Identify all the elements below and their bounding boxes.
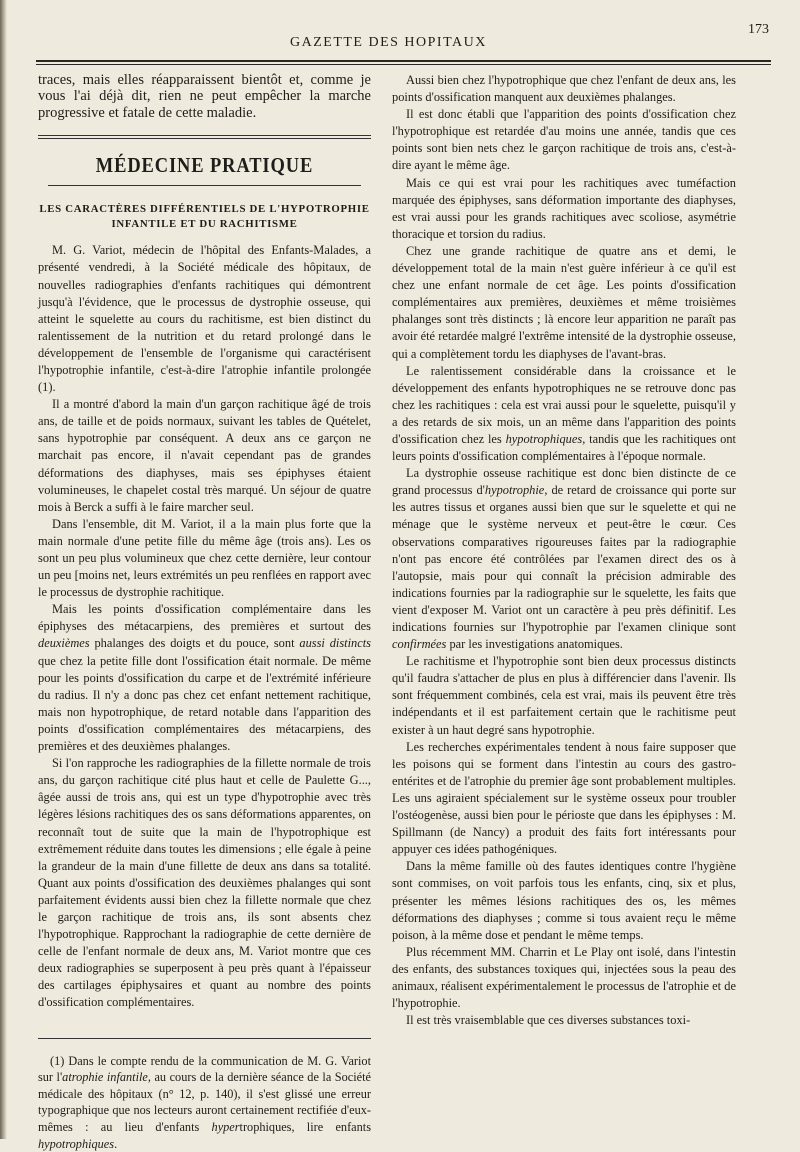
right-column-body [392, 72, 736, 1029]
right-column [392, 72, 736, 1029]
running-header: GAZETTE DES HOPITAUX [290, 35, 487, 50]
header-rule [36, 60, 771, 62]
page-number: 173 [748, 22, 769, 37]
paragraph: Il est très vraisemblable que ces diverses substances toxi- [406, 1013, 691, 1028]
footnote-rule [38, 1038, 371, 1039]
section-divider [38, 135, 371, 139]
section-title: MÉDECINE PRATIQUE [95, 153, 314, 178]
paragraph: Plus récemment MM. Charrin et Le Play ont isolé, dans l'intestin des enfants, des substances toxiques qui, injectées sous la peau des animaux, réalisent expérimentalement le processus de l'atrophie et de l'hypotrophie. [392, 944, 736, 1011]
paragraph: Aussi bien chez l'hypotrophique que chez l'enfant de deux ans, les points d'ossification manquent aux deuxièmes phalanges. [392, 73, 736, 105]
paragraph: Dans l'ensemble, dit M. Variot, il a la main plus forte que la main normale d'une petite fille du même âge (trois ans). Les os sont un peu plus volumineux que chez cette dernière, leur contour un peu [moins net, leurs extrémités un peu renflées en rapport avec le processus de dystrophie rachitique. [38, 516, 371, 600]
title-rule [48, 185, 361, 186]
paragraph: Les recherches expérimentales tendent à nous faire supposer que les poisons qui se forment dans l'intestin au cours des gastro-entérites et de l'atrophie du premier âge sont probablement multiples. Les uns agiraient spécialement sur le système osseux pour troubler l'ostéogenèse, aussi bien pour le périoste que dans les épiphyses : M. Spillmann (de Nancy) a produit des faits fort intéressants pour appuyer ces idées pathogéniques. [392, 739, 736, 857]
paragraph: La dystrophie osseuse rachitique est donc bien distincte de ce grand processus d'hypotrophie, de retard de croissance qui porte sur les autres tissus et organes aussi bien que sur le squelette et qui ne ménage que le système nerveux et peut-être le cœur. Ces observations comparatives rigoureuses faites par la radiographie n'ont pas encore été contrôlées par l'examen direct des os à l'autopsie, mais pour qui connaît la précision admirable des indications fournies par la radiographie sur le squelette, les faits que vient d'exposer M. Variot ont un caractère à peu près définitif. Les indications fournies sur l'hypotrophie par l'examen clinique sont confirmées par les investigations anatomiques. [392, 466, 736, 652]
paragraph: Si l'on rapproche les radiographies de la fillette normale de trois ans, du garçon rachitique cité plus haut et celle de Paulette G..., âgée aussi de trois ans, qui est un type d'hypotrophie avec très légères lésions rachitiques des os sans déformations apparentes, on reconnaît tout de suite que la main de l'hypotrophique est extrêmement réduite dans toutes les dimensions ; elle égale à peine la grandeur de la main d'une fillette de deux ans dans sa totalité. Quant aux points d'ossification des deuxièmes phalanges qui sont parfaitement évidents aussi bien chez la fillette normale que chez le garçon rachitique de trois ans, ils sont absents chez l'hypotrophique. Rapprochant la radiographie de cette dernière de celle de l'enfant normale de deux ans, M. Variot montre que ces deux radiographies se superposent à peu près quant à l'épaisseur des cartilages épiphysaires et quant au nombre des points d'ossification complémentaires. [38, 756, 371, 1010]
paragraph: Dans la même famille où des fautes identiques contre l'hygiène sont commises, on voit parfois tous les enfants, cinq, six et plus, présenter les mêmes lésions rachitiques des os, les mêmes déformations des diaphyses ; comme si tous avaient reçu le même poison, à la même dose et pendant le même temps. [392, 859, 736, 942]
left-column [38, 72, 371, 1152]
paragraph: Il a montré d'abord la main d'un garçon rachitique âgé de trois ans, de taille et de poids normaux, suivant les tables de Quételet, sans hypotrophie par conséquent. A deux ans ce garçon ne marchait pas encore, il n'avait cependant pas de grandes déformations des diaphyses, mais ses épiphyses étaient volumineuses, le chapelet costal très marqué. Un séjour de quatre mois à Berck a suffi à le faire marcher seul. [38, 397, 371, 514]
paragraph: Chez une grande rachitique de quatre ans et demi, le développement total de la main n'est guère inférieur à ce qu'il est chez une enfant normale de cet âge. Les points d'ossification complémentaires aux premières, deuxièmes et même troisièmes phalanges sont très distincts ; là encore leur apparition ne paraît pas avoir été retardée malgré l'extrême intensité de la dystrophie osseuse, qui a complètement tordu les diaphyses de l'avant-bras. [392, 243, 736, 361]
intro-paragraph: traces, mais elles réapparaissent bientôt et, comme je vous l'ai déjà dit, rien ne peut empêcher la marche progressive et fatale de cette maladie. [38, 72, 371, 121]
paragraph: Mais les points d'ossification complémentaire dans les épiphyses des métacarpiens, des premières et surtout des deuxièmes phalanges des doigts et du pouce, sont aussi distincts que chez la petite fille dont l'ossification était normale. De même pour les points d'ossification du carpe et de l'extrémité inférieure du radius. Il n'y a donc pas chez cet enfant nettement rachitique, mais non hypotrophique, de retard notable dans l'apparition des points d'ossification complémentaires des métacarpiens, des premières et des deuxièmes phalanges. [38, 602, 371, 754]
article-title: LES CARACTÈRES DIFFÉRENTIELS DE L'HYPOTROPHIE INFANTILE ET DU RACHITISME [39, 203, 370, 231]
paragraph: Le rachitisme et l'hypotrophie sont bien deux processus distincts qu'il faudra s'attacher de plus en plus à différencier dans l'avenir. Ils sont fréquemment combinés, cela est vrai, mais ils peuvent être très indépendants et il est parfaitement certain que le rachitisme peut exister à un haut degré sans hypotrophie. [392, 654, 736, 737]
paragraph: Le ralentissement considérable dans la croissance et le développement des enfants hypotrophiques ne se retrouve donc pas chez les rachitiques : cela est vrai aussi pour le squelette, puisqu'il y a des retards de six mois, un an même dans l'apparition des points d'ossification chez les hypotrophiques, tandis que les rachitiques ont leurs points d'ossification complémentaires à l'époque normale. [392, 363, 736, 464]
paragraph: Il est donc établi que l'apparition des points d'ossification chez l'hypotrophique est retardée d'au moins une année, tandis que ces points sont bien nets chez le garçon rachitique de trois ans, c'est-à-dire ayant le même âge. [392, 107, 736, 173]
paragraph: M. G. Variot, médecin de l'hôpital des Enfants-Malades, a présenté vendredi, à la Société médicale des hôpitaux, de nouvelles radiographies d'enfants rachitiques qui démontrent jusqu'à l'évidence, que le processus de dystrophie osseuse, qui atteint le squelette au cours du rachitisme, est bien distinct du ralentissement de la nutrition et du retard prolongé dans le développement de l'ensemble de l'organisme qui caractérisent l'hypotrophie infantile, c'est-à-dire l'atrophie infantile prolongée (1). [38, 243, 371, 395]
footnote-text: (1) Dans le compte rendu de la communication de M. G. Variot sur l'atrophie infantile, au cours de la dernière séance de la Société médicale des hôpitaux (n° 12, p. 140), il s'est glissé une erreur typographique que nos lecteurs auront certainement rectifiée d'eux-mêmes : au lieu d'enfants hypertrophiques, lire enfants hypotrophiques. [38, 1053, 371, 1151]
page-edge-shadow [0, 0, 7, 1139]
paragraph: Mais ce qui est vrai pour les rachitiques avec tuméfaction marquée des épiphyses, sans déformation importante des diaphyses, est vrai aussi pour les grands rachitiques avec scoliose, asymétrie thoracique et torsion du radius. [392, 175, 736, 241]
footnote [38, 1053, 371, 1152]
header-rule-thin [36, 64, 771, 65]
left-column-body [38, 242, 371, 1011]
